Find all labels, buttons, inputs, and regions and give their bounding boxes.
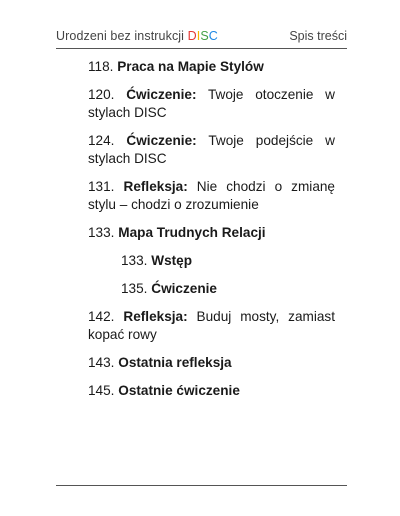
footer-divider bbox=[56, 485, 347, 486]
toc-entry[interactable]: 142. Refleksja: Buduj mosty, zamiast kopać rowy bbox=[88, 309, 335, 342]
toc-entry[interactable]: 143. Ostatnia refleksja bbox=[88, 355, 232, 370]
disc-letter-c: C bbox=[208, 29, 218, 43]
toc-entry[interactable]: 133. Mapa Trudnych Relacji bbox=[88, 225, 266, 240]
toc-entry[interactable]: 124. Ćwiczenie: Twoje podejście w stylach DISC bbox=[88, 133, 335, 166]
book-title: Urodzeni bez instrukcji DISC bbox=[56, 29, 218, 43]
toc-entry[interactable]: 131. Refleksja: Nie chodzi o zmianę stylu – chodzi o zrozumienie bbox=[88, 179, 335, 212]
toc-entry[interactable]: 120. Ćwiczenie: Twoje otoczenie w stylach DISC bbox=[88, 87, 335, 120]
table-of-contents bbox=[88, 58, 335, 410]
toc-subentry[interactable]: 133. Wstęp bbox=[121, 253, 193, 268]
disc-letter-i: I bbox=[196, 29, 201, 43]
disc-letter-s: S bbox=[200, 29, 209, 43]
toc-entry[interactable]: 118. Praca na Mapie Stylów bbox=[88, 59, 264, 74]
disc-letter-d: D bbox=[187, 29, 197, 43]
section-title: Spis treści bbox=[289, 29, 347, 43]
toc-entry[interactable]: 145. Ostatnie ćwiczenie bbox=[88, 383, 240, 398]
toc-subentry[interactable]: 135. Ćwiczenie bbox=[121, 281, 217, 296]
page-header bbox=[56, 26, 347, 49]
